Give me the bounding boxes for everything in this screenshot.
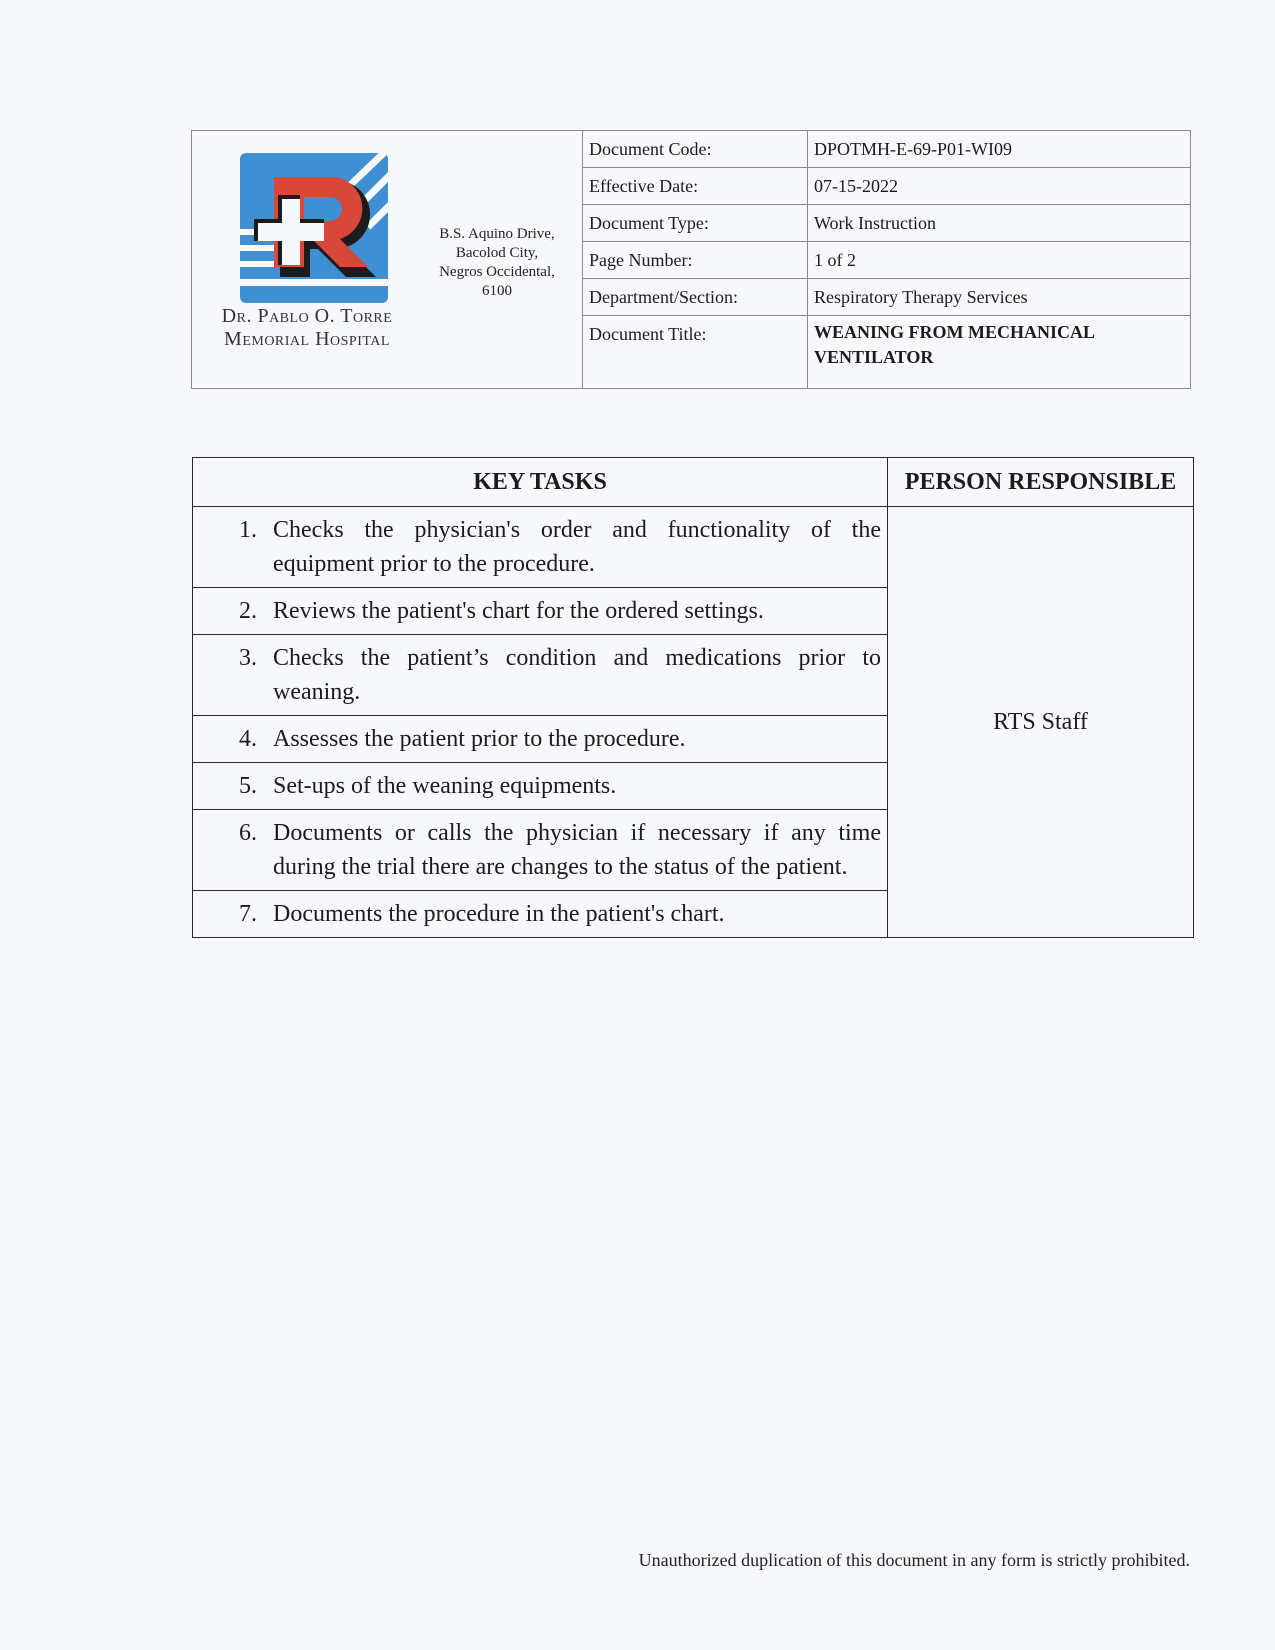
hospital-name bbox=[192, 305, 422, 351]
task-number: 4. bbox=[239, 726, 257, 752]
department-value: Respiratory Therapy Services bbox=[808, 279, 1191, 316]
key-tasks-table bbox=[192, 457, 1194, 938]
task-text: Checks the physician's order and functionality of the equipment prior to the procedure. bbox=[273, 517, 881, 577]
document-header bbox=[191, 130, 1191, 389]
person-responsible-header: PERSON RESPONSIBLE bbox=[888, 458, 1194, 507]
task-cell bbox=[193, 507, 888, 588]
task-text: Set-ups of the weaning equipments. bbox=[273, 773, 617, 799]
key-tasks-header: KEY TASKS bbox=[193, 458, 888, 507]
task-number: 3. bbox=[239, 645, 257, 671]
address-line: 6100 bbox=[482, 282, 512, 299]
document-type-value: Work Instruction bbox=[808, 205, 1191, 242]
page-number-value: 1 of 2 bbox=[808, 242, 1191, 279]
hospital-logo-icon bbox=[234, 153, 392, 309]
footer-notice: Unauthorized duplication of this document in any form is strictly prohibited. bbox=[638, 1550, 1190, 1570]
table-row bbox=[193, 507, 1194, 588]
task-number: 5. bbox=[239, 773, 257, 799]
task-cell bbox=[193, 763, 888, 810]
task-cell bbox=[193, 588, 888, 635]
task-text: Checks the patient’s condition and medications prior to weaning. bbox=[273, 645, 881, 705]
document-type-label: Document Type: bbox=[583, 205, 808, 242]
hospital-address bbox=[412, 219, 582, 301]
task-cell bbox=[193, 716, 888, 763]
task-cell bbox=[193, 635, 888, 716]
document-code-label: Document Code: bbox=[583, 131, 808, 168]
task-number: 1. bbox=[239, 517, 257, 543]
address-line: Bacolod City, bbox=[455, 244, 539, 261]
address-line: Negros Occidental, bbox=[439, 263, 555, 280]
task-cell bbox=[193, 810, 888, 891]
effective-date-label: Effective Date: bbox=[583, 168, 808, 205]
page-number-label: Page Number: bbox=[583, 242, 808, 279]
task-number: 7. bbox=[239, 901, 257, 927]
hospital-name-line2: Memorial Hospital bbox=[224, 328, 390, 350]
logo-cell bbox=[192, 131, 413, 389]
task-text: Documents the procedure in the patient's chart. bbox=[273, 901, 725, 927]
hospital-name-line1: Dr. Pablo O. Torre bbox=[221, 305, 393, 327]
document-code-value: DPOTMH-E-69-P01-WI09 bbox=[808, 131, 1191, 168]
table-header-row bbox=[193, 458, 1194, 507]
task-text: Reviews the patient's chart for the ordered settings. bbox=[273, 598, 764, 624]
effective-date-value: 07-15-2022 bbox=[808, 168, 1191, 205]
department-label: Department/Section: bbox=[583, 279, 808, 316]
address-line: B.S. Aquino Drive, bbox=[439, 225, 555, 242]
document-title-label: Document Title: bbox=[583, 316, 808, 389]
task-cell bbox=[193, 891, 888, 938]
task-text: Documents or calls the physician if necessary if any time during the trial there are changes to the status of the patient. bbox=[273, 820, 881, 880]
address-cell bbox=[412, 131, 583, 389]
person-responsible-cell: RTS Staff bbox=[888, 507, 1194, 938]
document-title-value: WEANING FROM MECHANICAL VENTILATOR bbox=[808, 316, 1191, 389]
task-number: 6. bbox=[239, 820, 257, 846]
task-number: 2. bbox=[239, 598, 257, 624]
task-text: Assesses the patient prior to the procedure. bbox=[273, 726, 686, 752]
